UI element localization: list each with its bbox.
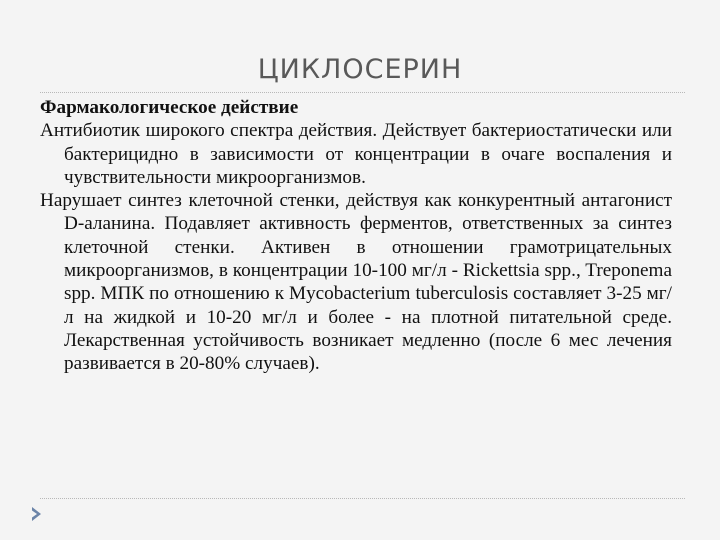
section-heading: Фармакологическое действие [40,97,299,118]
next-arrow-icon[interactable] [28,505,46,523]
paragraph-mechanism: Нарушает синтез клеточной стенки, действуя как конкурентный антагонист D-аланина. Подавляет активность ферментов, ответственных за синтез клеточной стенки. Активен в отношении грамотрицательных микроорганизмов, в концентрации 10-100 мг/л - Rickettsia spp., Treponema spp. МПК по отношению к Mycobacterium tuberculosis составляет 3-25 мг/л на жидкой и 10-20 мг/л и более - на плотной питательной среде. Лекарственная устойчивость возникает медленно (после 6 мес лечения развивается в 20-80% случаев). [40,190,672,375]
slide-body [40,96,672,376]
slide-title: ЦИКЛОСЕРИН [257,54,463,85]
paragraph-action: Антибиотик широкого спектра действия. Действует бактериостатически или бактерицидно в зависимости от концентрации в очаге воспаления и чувствительности микроорганизмов. [40,120,672,188]
title-divider [40,92,685,93]
footer-divider [40,498,685,499]
